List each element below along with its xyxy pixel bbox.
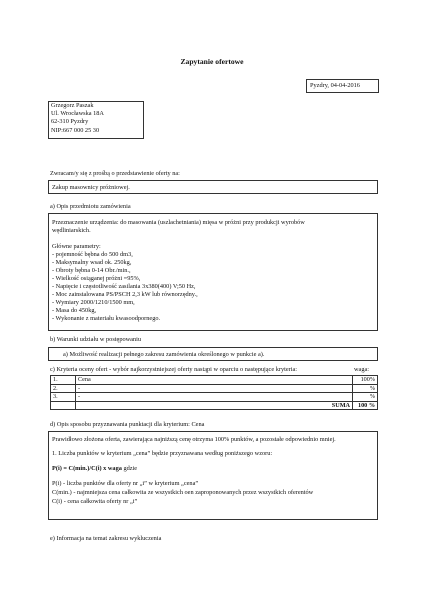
param-item: - pojemność bębna do 500 dm3,: [52, 251, 133, 258]
param-item: - Wymiary 2000/1210/1500 mm,: [52, 299, 135, 306]
sender-city: 62-310 Pyzdry: [51, 118, 89, 125]
request-intro: Zwracam/y się z prośbą o przedstawienie oferty na:: [50, 170, 180, 177]
sender-name: Grzegorz Paszak: [51, 102, 94, 109]
request-subject: Zakup masownicy próżniowej.: [52, 184, 130, 191]
section-d-paragraph1: Prawidłowo złożona oferta, zawierająca najniższą cenę otrzyma 100% punktów, a pozostałe odpowiednio mniej.: [52, 436, 336, 443]
date-box: [306, 79, 379, 93]
criterion-name: Cena: [76, 376, 353, 385]
sum-label: SUMA: [76, 401, 353, 410]
param-item: - Moc zainstalowana PS/PSCH 2,3 kW lub równorzędny.,: [52, 291, 198, 298]
table-row: [51, 401, 378, 410]
section-d-box: [48, 431, 378, 520]
section-b-item: a) Możliwość realizacji pełnego zakresu zamówienia określonego w punkcie a).: [63, 351, 265, 358]
table-row: [51, 393, 378, 402]
section-e-heading: e) Informacja na temat zakresu wykluczenia: [50, 535, 162, 542]
table-row: [51, 376, 378, 385]
row-number: 2.: [51, 384, 76, 393]
sender-box: [48, 101, 144, 139]
row-number: 1.: [51, 376, 76, 385]
sender-nip: NIP:667 000 25 30: [51, 127, 100, 134]
criterion-weight: %: [353, 393, 378, 402]
sender-street: Ul. Wrocławska 18A: [51, 110, 104, 117]
legend-line: C(i) - cena całkowita oferty nr „i”: [52, 498, 138, 505]
criteria-table: [50, 375, 378, 410]
document-title: Zapytanie ofertowe: [180, 57, 244, 66]
weight-label: waga:: [354, 366, 370, 373]
section-a-desc-line2: wędliniarskich.: [52, 227, 91, 234]
section-b-heading: b) Warunki udziału w postępowaniu: [50, 336, 142, 343]
section-d-paragraph2: 1. Liczba punktów w kryterium „cena” będzie przyznawana według poniższego wzoru:: [52, 450, 273, 457]
criterion-name: -: [76, 384, 353, 393]
formula-expression: P(i) = C(min.)/C(i) x waga: [52, 465, 122, 472]
formula-tail: gdzie: [121, 465, 138, 472]
param-item: - Maksymalny wsad ok. 250kg,: [52, 259, 132, 266]
param-item: - Wielkość osiąganej próżni =95%,: [52, 275, 141, 282]
section-d-heading: d) Opis sposobu przyznawania punktacji dla kryterium: Cena: [50, 421, 205, 428]
section-b-box: [48, 347, 378, 361]
request-subject-box: [48, 180, 378, 194]
formula: [52, 465, 137, 473]
criterion-weight: 100%: [353, 376, 378, 385]
param-item: - Wykonanie z materiału kwasoodpornego.: [52, 315, 161, 322]
table-row: [51, 384, 378, 393]
row-number: 3.: [51, 393, 76, 402]
legend-line: C(min.) - najmniejsza cena całkowita ze wszystkich oen zaproponowanych przez wszystkich oferentów: [52, 489, 314, 496]
date-text: Pyzdry, 04-04-2016: [310, 82, 360, 89]
param-item: - Obroty bębna 0-14 Obr./min.,: [52, 267, 131, 274]
section-a-heading: a) Opis przedmiotu zamówienia: [50, 203, 131, 210]
section-a-desc-line1: Przeznaczenie urządzenia: do masowania (uszlachetniania) mięsa w próżni przy produkcji wyrobów: [52, 219, 305, 226]
legend-line: P(i) - liczba punktów dla oferty nr „i” w kryterium „cena”: [52, 480, 199, 487]
sum-spacer: [51, 401, 76, 410]
param-item: - Napięcie i częstotliwość zasilania 3x380(400) V;50 Hz,: [52, 283, 196, 290]
section-a-box: [48, 213, 378, 331]
params-heading: Główne parametry:: [52, 243, 101, 250]
criterion-weight: %: [353, 384, 378, 393]
param-item: - Masa do 450kg,: [52, 307, 97, 314]
section-c-heading: c) Kryteria oceny ofert - wybór najkorzystniejszej oferty nastąpi w oparciu o następujące kryteria:: [50, 366, 298, 373]
sum-value: 100 %: [353, 401, 378, 410]
criterion-name: -: [76, 393, 353, 402]
